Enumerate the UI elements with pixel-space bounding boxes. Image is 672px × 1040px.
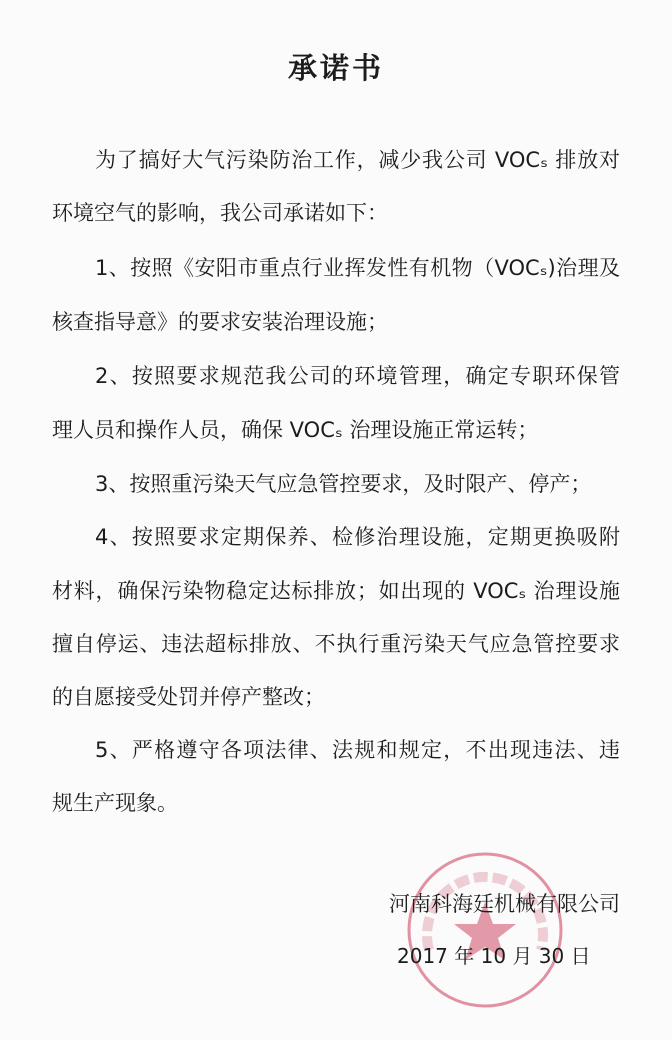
paragraph-line: 理人员和操作人员，确保 VOCₛ 治理设施正常运转； <box>52 418 539 442</box>
paragraph-line: 规生产现象。 <box>52 791 178 815</box>
paragraph-line: 3、按照重污染天气应急管控要求，及时限产、停产； <box>95 472 592 496</box>
page-title: 承诺书 <box>287 51 384 85</box>
paragraph-line: 4、按照要求定期保养、检修治理设施，定期更换吸附 <box>95 525 620 549</box>
signature-date: 2017 年 10 月 30 日 <box>397 944 591 968</box>
paragraph-line: 材料，确保污染物稳定达标排放；如出现的 VOCₛ 治理设施 <box>52 579 620 603</box>
paragraph-line: 5、严格遵守各项法律、法规和规定，不出现违法、违 <box>95 738 620 762</box>
company-signature: 河南科海廷机械有限公司 <box>389 892 620 916</box>
company-seal <box>405 850 565 1010</box>
paragraph-line: 为了搞好大气污染防治工作，减少我公司 VOCₛ 排放对 <box>95 148 620 172</box>
paragraph-line: 的自愿接受处罚并停产整改； <box>52 685 325 709</box>
paragraph-line: 环境空气的影响，我公司承诺如下： <box>52 201 388 225</box>
paragraph-line: 擅自停运、违法超标排放、不执行重污染天气应急管控要求 <box>52 632 620 656</box>
paragraph-line: 核查指导意》的要求安装治理设施； <box>52 310 388 334</box>
paragraph-line: 2、按照要求规范我公司的环境管理，确定专职环保管 <box>95 364 620 388</box>
paragraph-line: 1、按照《安阳市重点行业挥发性有机物（VOCₛ)治理及 <box>95 256 620 280</box>
